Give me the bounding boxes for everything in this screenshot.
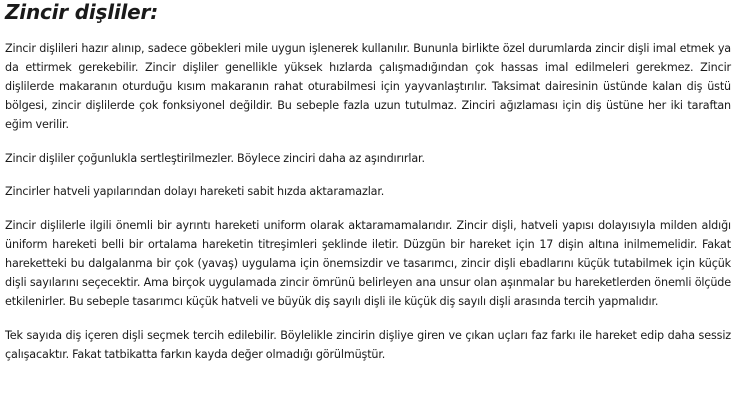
section-title: Zincir dişliler: [5,0,159,24]
paragraph-sprocket-manufacturing: Zincir dişlileri hazır alınıp, sadece göbekleri mile uygun işlenerek kullanılır. Bununla birlikte özel durumlarda zincir dişli imal etmek ya da ettirmek gerekebilir. Zincir dişliler genellikle yüksek hızlarda çalışmadığından çok hassas imal edilmeleri gerekmez. Zincir dişlilerde makaranın oturduğu kısım makaranın rahat oturabilmesi için yayvanlaştırılır. Taksimat dairesinin üstünde kalan diş üstü bölgesi, zincir dişlilerde çok fonksiyonel değildir. Bu sebeple fazla uzun tutulmaz. Zinciri ağızlaması için diş üstüne her iki taraftan eğim verilir. [5,42,731,131]
paragraph-odd-teeth: Tek sayıda diş içeren dişli seçmek tercih edilebilir. Böylelikle zincirin dişliye giren ve çıkan uçları faz farkı ile hareket edip daha sessiz çalışacaktır. Fakat tatbikatta farkın kayda değer olmadığı görülmüştür. [5,328,731,361]
document-page [5,0,731,365]
paragraph-hardening: Zincir dişliler çoğunlukla sertleştirilmezler. Böylece zinciri daha az aşındırırlar. [5,151,425,165]
paragraph-constant-speed: Zincirler hatveli yapılarından dolayı hareketi sabit hızda aktaramazlar. [5,185,385,199]
paragraph-uniform-motion: Zincir dişlilerle ilgili önemli bir ayrıntı hareketi uniform olarak aktaramamalarıdır. Zincir dişli, hatveli yapısı dolayısıyla milden aldığı üniform hareketi belli bir ortalama hareketin titreşimleri şeklinde iletir. Düzgün bir hareket için 17 dişin altına inilmemelidir. Fakat hareketteki bu dalgalanma bir çok (yavaş) uygulama için önemsizdir ve tasarımcı, zincir dişli ebadlarını küçük tutabilmek için küçük dişli sayılarını seçecektir. Ama birçok uygulamada zincir ömrünü belirleyen ana unsur olan aşınmalar bu hareketlerden önemli ölçüde etkilenirler. Bu sebeple tasarımcı küçük hatveli ve büyük diş sayılı dişli ile küçük diş sayılı dişli arasında tercih yapmalıdır. [5,219,731,308]
